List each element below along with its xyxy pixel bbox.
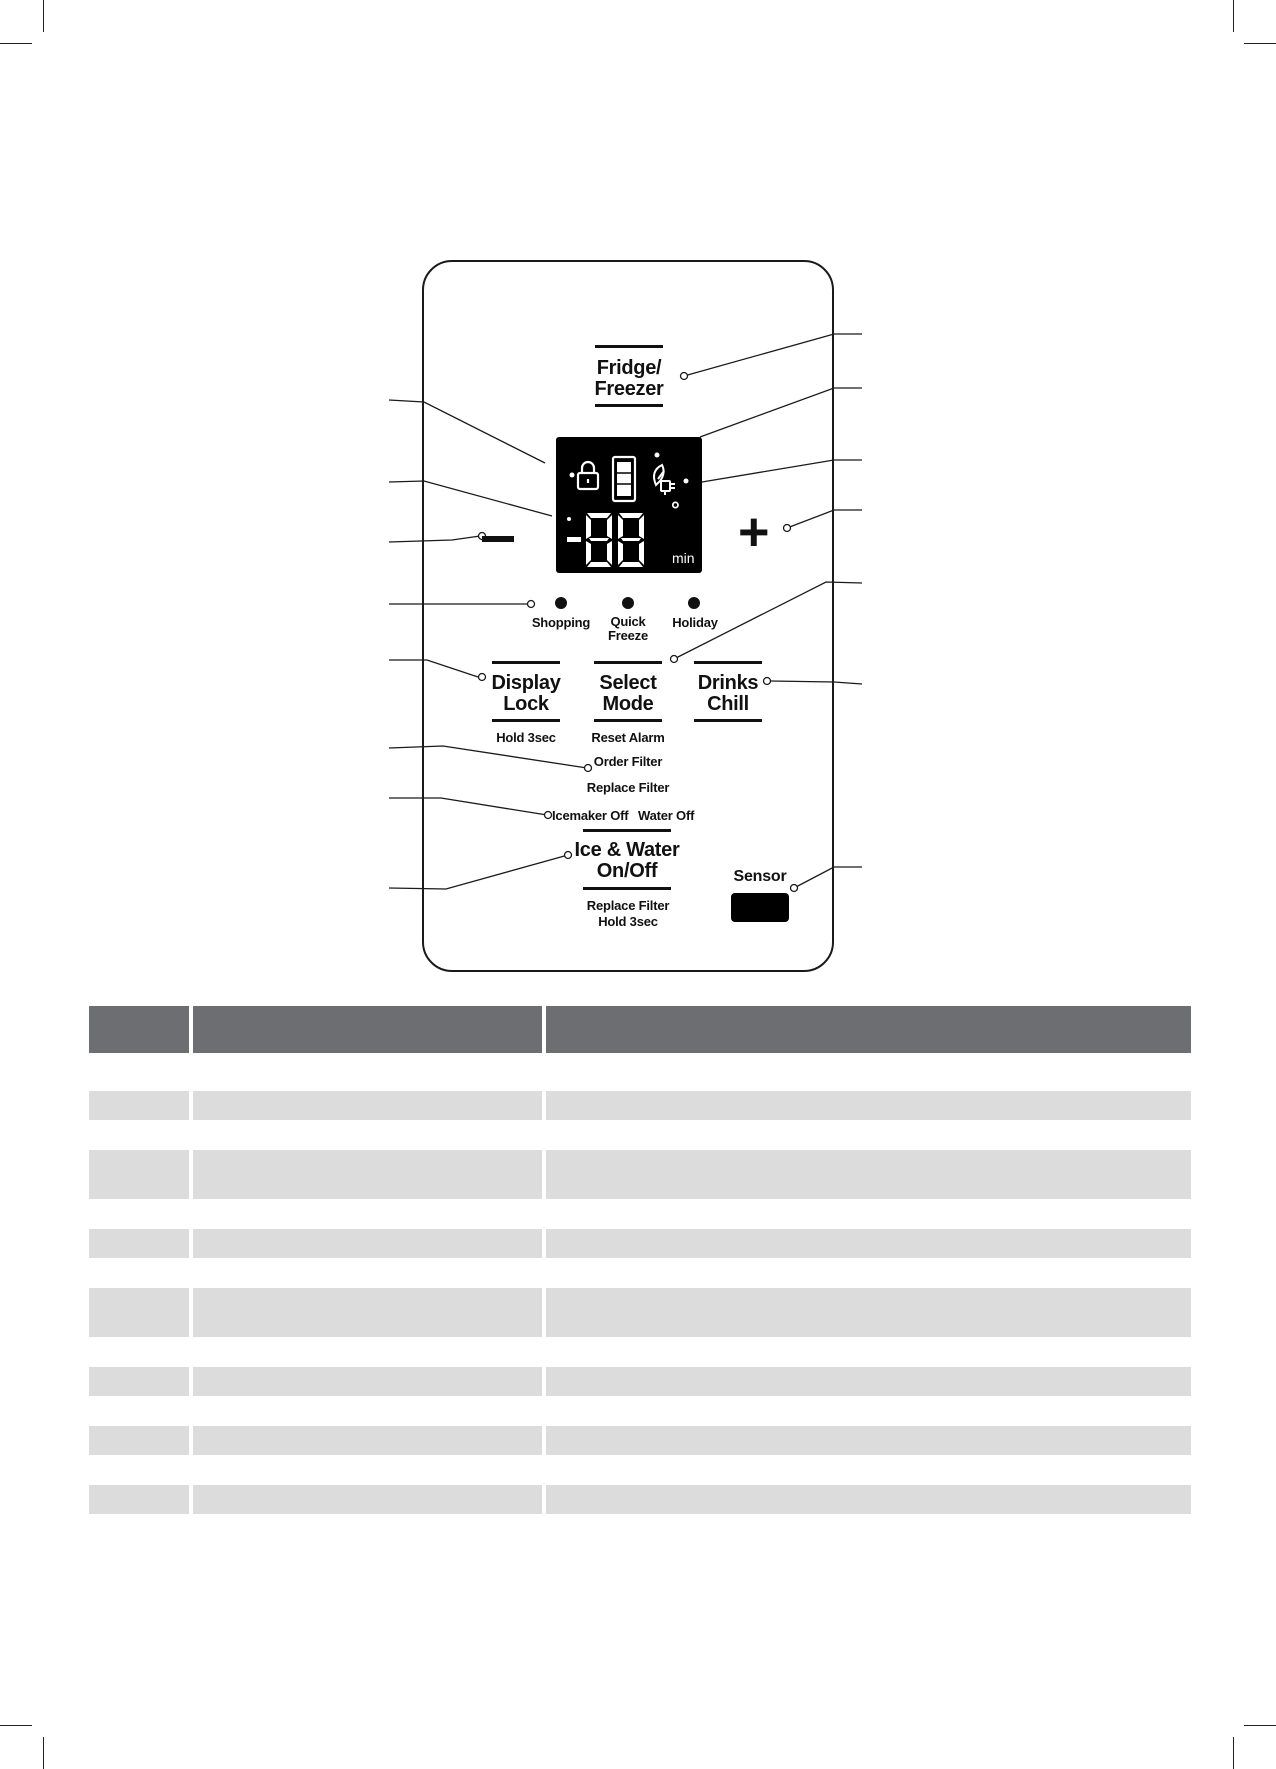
table-cell xyxy=(193,1367,542,1396)
table-row xyxy=(89,1485,1191,1514)
table-cell xyxy=(193,1091,542,1120)
fridge-freezer-rule-top xyxy=(595,345,663,348)
table-cell xyxy=(546,1150,1191,1199)
lcd-degree: ° xyxy=(671,497,680,522)
icemaker-off-label: Icemaker Off xyxy=(552,808,629,823)
drinks-chill-button[interactable] xyxy=(678,673,778,715)
table-row xyxy=(89,1150,1191,1199)
table-header-row xyxy=(89,1006,1191,1053)
reset-alarm-label: Reset Alarm xyxy=(591,730,665,745)
drinks-chill-rule-top xyxy=(694,661,762,664)
table-header-cell xyxy=(193,1006,542,1053)
table-cell xyxy=(89,1091,189,1120)
table-cell xyxy=(89,1426,189,1455)
select-mode-label-2: Mode xyxy=(602,693,654,715)
ice-water-rule-bottom xyxy=(583,887,671,890)
fridge-freezer-label-2: Freezer xyxy=(594,378,664,400)
table-cell xyxy=(193,1426,542,1455)
replace-filter-label: Replace Filter xyxy=(586,780,670,795)
mode-holiday: Holiday xyxy=(672,615,718,630)
crop-mark xyxy=(43,1737,44,1769)
table-cell xyxy=(546,1367,1191,1396)
ice-water-label-2: On/Off xyxy=(596,860,658,882)
table-cell xyxy=(89,1288,189,1337)
display-lock-label-2: Lock xyxy=(503,693,549,715)
ice-water-label-1: Ice & Water xyxy=(574,839,680,861)
table-row xyxy=(89,1288,1191,1337)
table-row xyxy=(89,1091,1191,1120)
table-cell xyxy=(546,1485,1191,1514)
mode-quick-freeze: Quick Freeze xyxy=(608,614,648,643)
select-mode-label-1: Select xyxy=(599,672,657,694)
eco-plug-icon xyxy=(654,465,675,495)
table-cell xyxy=(89,1485,189,1514)
drinks-chill-rule-bottom xyxy=(694,719,762,722)
lcd-display xyxy=(556,437,702,573)
plus-button[interactable]: + xyxy=(738,502,770,562)
minus-symbol-text xyxy=(0,0,1,1)
display-lock-hold-label: Hold 3sec xyxy=(496,730,556,745)
table-cell xyxy=(89,1150,189,1199)
lock-icon xyxy=(578,462,598,489)
fridge-freezer-rule-bottom xyxy=(595,404,663,407)
crop-mark xyxy=(1233,1737,1234,1769)
table-cell xyxy=(193,1150,542,1199)
holiday-indicator xyxy=(688,597,700,609)
table-header-cell xyxy=(89,1006,189,1053)
lcd-unit-min: min xyxy=(672,550,695,566)
thermometer-bar-icon xyxy=(613,457,635,501)
lcd-digits xyxy=(556,437,557,438)
minus-button[interactable] xyxy=(482,536,514,542)
table-cell xyxy=(193,1229,542,1258)
select-mode-rule-bottom xyxy=(594,719,662,722)
display-lock-rule-bottom xyxy=(492,719,560,722)
display-lock-label-1: Display xyxy=(491,672,561,694)
select-mode-button[interactable] xyxy=(578,673,678,715)
display-lock-button[interactable] xyxy=(476,673,576,715)
display-lock-rule-top xyxy=(492,661,560,664)
table-row xyxy=(89,1229,1191,1258)
select-mode-rule-top xyxy=(594,661,662,664)
table-cell xyxy=(193,1288,542,1337)
table-cell xyxy=(89,1229,189,1258)
table-cell xyxy=(193,1485,542,1514)
ice-water-rule-top xyxy=(583,829,671,832)
table-row xyxy=(89,1367,1191,1396)
ice-water-hold-label: Hold 3sec xyxy=(598,914,658,929)
table-cell xyxy=(546,1091,1191,1120)
table-cell xyxy=(546,1288,1191,1337)
quick-freeze-indicator xyxy=(622,597,634,609)
drinks-chill-label-2: Chill xyxy=(707,693,749,715)
fridge-freezer-label-1: Fridge/ xyxy=(596,357,662,379)
order-filter-label: Order Filter xyxy=(593,754,663,769)
sensor-label: Sensor xyxy=(733,868,787,885)
fridge-freezer-button[interactable] xyxy=(575,358,683,400)
sensor-pad[interactable] xyxy=(731,893,789,922)
table-cell xyxy=(89,1367,189,1396)
shopping-indicator xyxy=(555,597,567,609)
table-cell xyxy=(546,1426,1191,1455)
table-row xyxy=(89,1426,1191,1455)
water-off-label: Water Off xyxy=(638,808,695,823)
ice-water-replace-filter-label: Replace Filter xyxy=(586,898,670,913)
table-cell xyxy=(546,1229,1191,1258)
ice-water-button[interactable] xyxy=(563,840,691,882)
mode-shopping: Shopping xyxy=(531,615,591,630)
table-header-cell xyxy=(546,1006,1191,1053)
crop-mark xyxy=(0,1725,32,1726)
drinks-chill-label-1: Drinks xyxy=(697,672,759,694)
crop-mark xyxy=(1244,1725,1276,1726)
